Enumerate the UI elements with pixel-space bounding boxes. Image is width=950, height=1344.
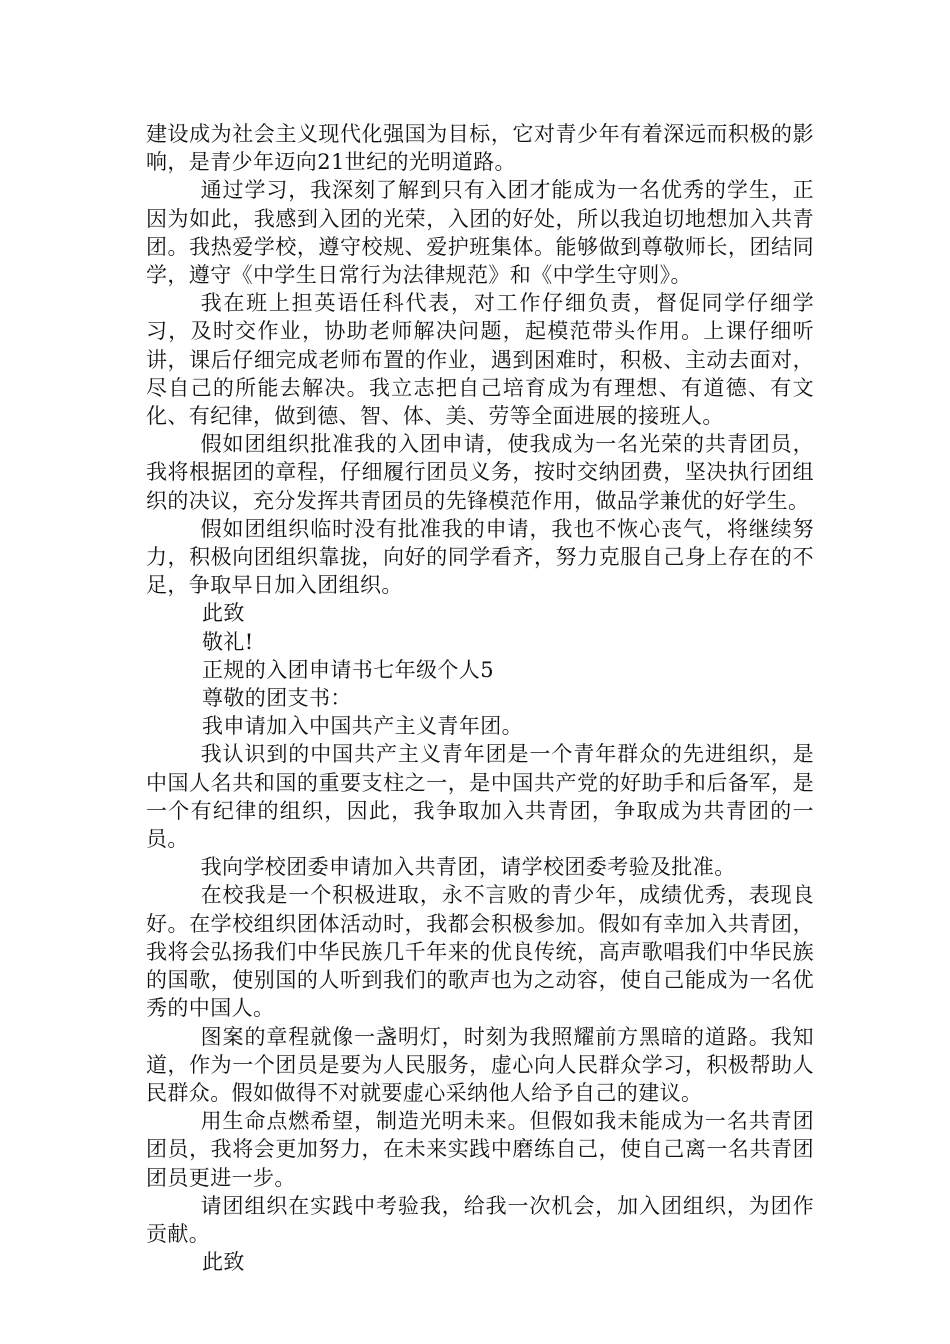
paragraph-class-representative: 我在班上担英语任科代表，对工作仔细负责，督促同学仔细学习，及时交作业，协助老师解决问题，起模范带头作用。上课仔细听讲，课后仔细完成老师布置的作业，遇到困难时，积极、主动去面对，尽自己的所能去解决。我立志把自己培育成为有理想、有道德、有文化、有纪律，做到德、智、体、美、劳等全面进展的接班人。	[146, 291, 814, 429]
paragraph-if-not-approved: 假如团组织临时没有批准我的申请，我也不恢心丧气，将继续努力，积极向团组织靠拢，向好的同学看齐，努力克服自己身上存在的不足，争取早日加入团组织。	[146, 516, 814, 598]
greeting: 尊敬的团支书：	[202, 686, 352, 711]
paragraph-at-school: 在校我是一个积极进取，永不言败的青少年，成绩优秀，表现良好。在学校组织团体活动时，我都会积极参加。假如有幸加入共青团，我将会弘扬我们中华民族几千年来的优良传统，高声歌唱我们中华民族的国歌，使别国的人听到我们的歌声也为之动容，使自己能成为一名优秀的中国人。	[146, 883, 814, 1021]
document-page	[146, 120, 814, 1276]
paragraph-request: 我向学校团委申请加入共青团，请学校团委考验及批准。	[200, 855, 736, 880]
application-statement: 我申请加入中国共产主义青年团。	[202, 714, 523, 739]
paragraph-charter: 图案的章程就像一盏明灯，时刻为我照耀前方黑暗的道路。我知道，作为一个团员是要为人民服务，虚心向人民群众学习，积极帮助人民群众。假如做得不对就要虚心采纳他人给予自己的建议。	[146, 1024, 814, 1105]
paragraph-hope: 用生命点燃希望，制造光明未来。但假如我未能成为一名共青团团员，我将会更加努力，在未来实践中磨练自己，使自己离一名共青团团员更进一步。	[146, 1109, 814, 1190]
paragraph-if-approved: 假如团组织批准我的入团申请，使我成为一名光荣的共青团员，我将根据团的章程，仔细履行团员义务，按时交纳团费，坚决执行团组织的决议，充分发挥共青团员的先锋模范作用，做品学兼优的好学生。	[146, 432, 814, 513]
paragraph-test-me: 请团组织在实践中考验我，给我一次机会，加入团组织，为团作贡献。	[146, 1193, 814, 1246]
paragraph-continuation: 建设成为社会主义现代化强国为目标，它对青少年有着深远而积极的影响，是青少年迈向21世纪的光明道路。	[146, 122, 814, 175]
closing-salutation: 此致	[202, 601, 245, 626]
closing-salutation-2: 此致	[202, 1250, 245, 1275]
closing-regards: 敬礼!	[202, 629, 254, 654]
paragraph-understanding: 我认识到的中国共产主义青年团是一个青年群众的先进组织，是中国人名共和国的重要支柱之一，是中国共产党的好助手和后备军，是一个有纪律的组织，因此，我争取加入共青团，争取成为共青团的一员。	[146, 742, 814, 852]
section-heading: 正规的入团申请书七年级个人5	[202, 657, 494, 682]
paragraph-study: 通过学习，我深刻了解到只有入团才能成为一名优秀的学生，正因为如此，我感到入团的光荣，入团的好处，所以我迫切地想加入共青团。我热爱学校，遵守校规、爱护班集体。能够做到尊敬师长，团结同学，遵守《中学生日常行为法律规范》和《中学生守则》。	[146, 178, 814, 288]
